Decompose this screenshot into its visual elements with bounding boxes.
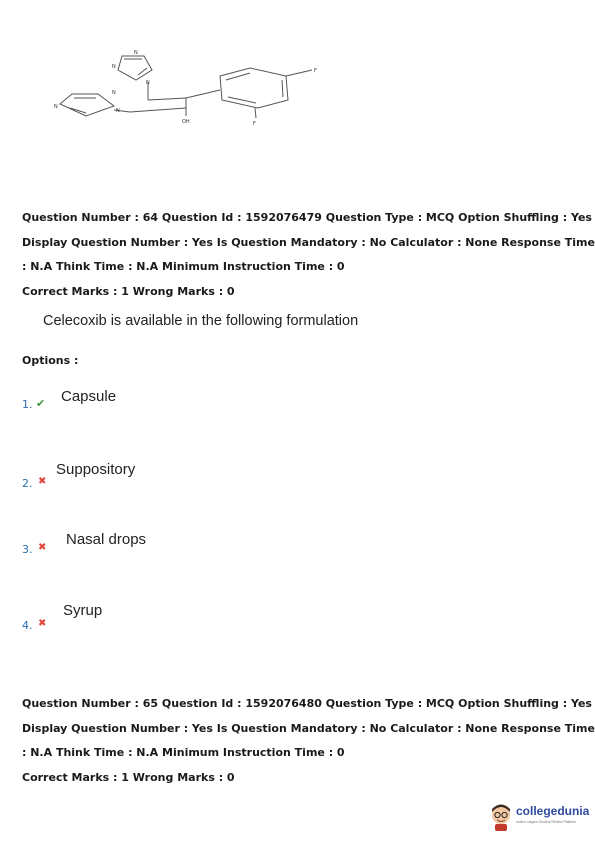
atom-label: N (54, 104, 58, 110)
option-3-text: Nasal drops (66, 531, 147, 548)
meta-line: : N.A Think Time : N.A Minimum Instruction Time : 0 (22, 746, 345, 759)
atom-label: OH (182, 119, 190, 125)
atom-label: N (146, 80, 150, 86)
meta-line: Display Question Number : Yes Is Question Mandatory : No Calculator : None Response Time (22, 721, 595, 735)
atom-label: N (116, 108, 120, 114)
options-label: Options : (22, 354, 79, 367)
option-1-number: 1. (22, 398, 33, 411)
atom-label: N (134, 50, 138, 56)
collegedunia-logo (488, 800, 588, 834)
atom-label: N (112, 64, 116, 70)
option-4-number: 4. (22, 619, 33, 632)
option-4-text: Syrup (63, 602, 103, 619)
meta-line: Question Number : 64 Question Id : 1592076479 Question Type : MCQ Option Shuffling : Yes (22, 211, 592, 224)
option-3-number: 3. (22, 543, 33, 556)
cross-icon: ✖ (38, 618, 47, 629)
cross-icon: ✖ (38, 476, 47, 487)
meta-line: Correct Marks : 1 Wrong Marks : 0 (22, 770, 235, 784)
meta-line: Display Question Number : Yes Is Question Mandatory : No Calculator : None Response Time (22, 235, 595, 249)
chemical-structure-image (50, 48, 340, 134)
logo-tagline: India's Largest Student Review Platform (516, 820, 577, 824)
meta-line: Correct Marks : 1 Wrong Marks : 0 (22, 284, 235, 298)
question-64-text: Celecoxib is available in the following formulation (43, 313, 359, 329)
question-64-metadata (22, 206, 595, 304)
option-1-text: Capsule (61, 388, 117, 405)
logo-name: collegedunia (516, 804, 590, 818)
atom-label: F (253, 121, 256, 127)
option-2-text: Suppository (56, 461, 136, 478)
mascot-icon (488, 802, 514, 832)
meta-line: Question Number : 65 Question Id : 1592076480 Question Type : MCQ Option Shuffling : Yes (22, 697, 592, 710)
atom-label: N (112, 90, 116, 96)
check-icon: ✔ (36, 397, 46, 410)
atom-label: F (314, 68, 317, 74)
question-65-metadata (22, 692, 595, 790)
meta-line: : N.A Think Time : N.A Minimum Instruction Time : 0 (22, 260, 345, 273)
cross-icon: ✖ (38, 542, 47, 553)
option-2-number: 2. (22, 477, 33, 490)
